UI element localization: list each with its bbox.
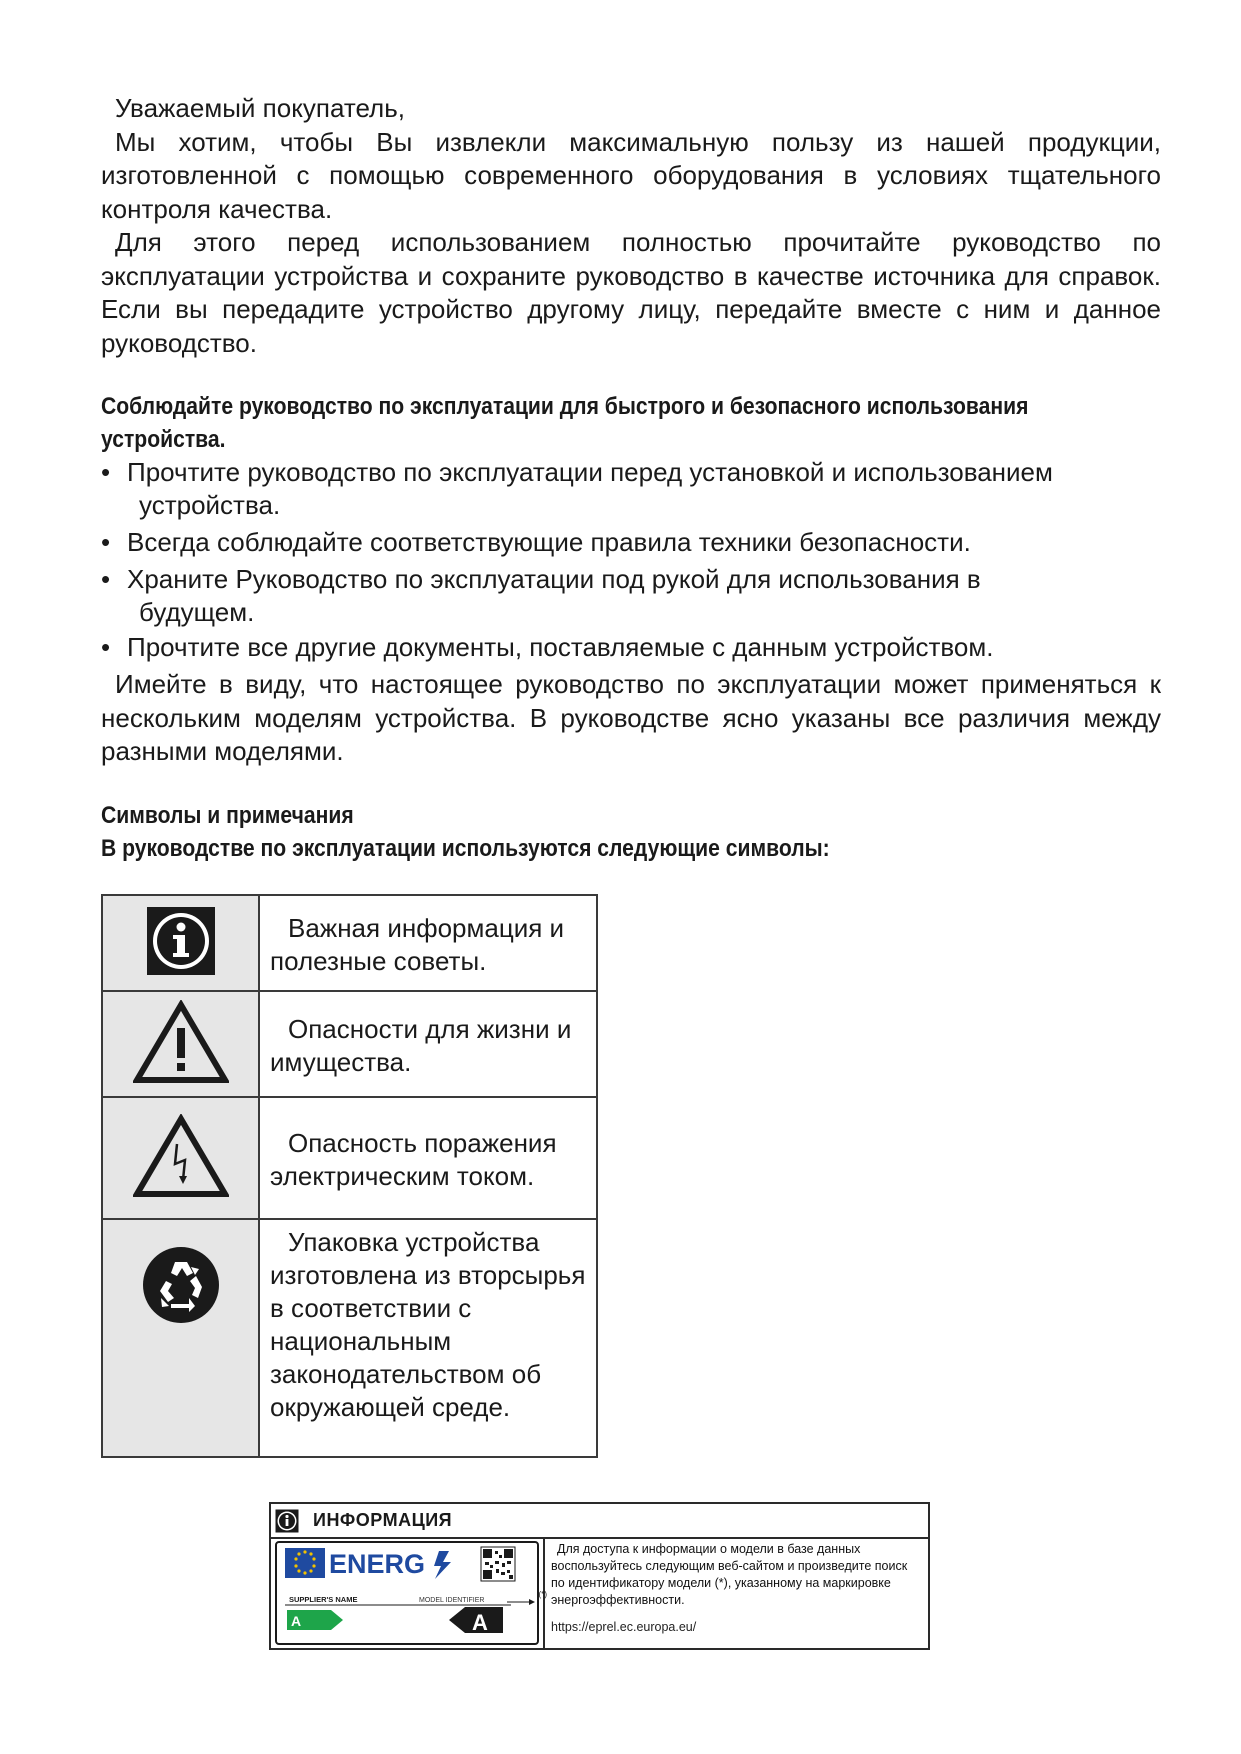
symbol-text-cell	[259, 1097, 597, 1219]
bullet-dot: •	[101, 564, 111, 594]
qr-code-icon	[481, 1547, 515, 1581]
symbol-icon-cell	[102, 991, 259, 1097]
bullet-item	[101, 563, 1161, 629]
symbol-icon-cell	[102, 895, 259, 991]
symbol-text-first: Важная информация и	[288, 913, 565, 943]
symbols-table	[101, 894, 598, 1458]
symbol-text-cell	[259, 991, 597, 1097]
info-box-header	[271, 1504, 928, 1539]
symbol-icon-cell	[102, 1097, 259, 1219]
info-icon	[146, 906, 216, 976]
symbol-text-cell	[259, 1219, 597, 1457]
symbol-text-cell	[259, 895, 597, 991]
symbol-row	[102, 991, 597, 1097]
symbol-text-rest: электрическим током.	[270, 1161, 535, 1191]
eprel-link[interactable]: https://eprel.ec.europa.eu/	[551, 1620, 697, 1634]
bullet-dot: •	[101, 457, 111, 487]
symbol-text-rest: имущества.	[270, 1047, 412, 1077]
symbols-heading: Символы и примечания	[101, 801, 354, 829]
symbol-text-rest: изготовлена из вторсырья в соответствии с национальным законодательством об окружающей среде.	[270, 1260, 586, 1422]
intro-paragraph-1: Мы хотим, чтобы Вы извлекли максимальную пользу из нашей продукции, изготовленной с помощью современного оборудования в условиях тщательного контроля качества.	[101, 126, 1161, 224]
symbol-text-first: Опасность поражения	[288, 1128, 557, 1158]
bullet-text-cont: будущем.	[139, 597, 255, 627]
energy-label-brand: ENERG	[329, 1549, 426, 1579]
document-page	[101, 92, 1161, 865]
safety-bullet-list	[101, 456, 1161, 664]
symbols-subheading: В руководстве по эксплуатации используются следующие символы:	[101, 834, 830, 862]
intro-paragraph-2: Для этого перед использованием полностью прочитайте руководство по эксплуатации устройства и сохраните руководство в качестве источника для справок. Если вы передадите устройство другому лицу, передайте вместе с ним и данное руководство.	[101, 227, 1161, 358]
bullet-text: Прочтите все другие документы, поставляемые с данным устройством.	[127, 632, 994, 662]
bullet-text: Прочтите руководство по эксплуатации перед установкой и использованием	[127, 457, 1053, 487]
info-box-text	[545, 1539, 928, 1650]
symbol-row	[102, 1097, 597, 1219]
energy-label-class-left: A	[291, 1613, 302, 1629]
bullet-text: Храните Руководство по эксплуатации под рукой для использования в	[127, 564, 981, 594]
symbol-row	[102, 1219, 597, 1457]
symbol-text-rest: полезные советы.	[270, 946, 487, 976]
energy-label-model: MODEL IDENTIFIER	[419, 1597, 485, 1604]
symbol-text-first: Опасности для жизни и	[288, 1014, 572, 1044]
greeting: Уважаемый покупатель,	[115, 93, 405, 123]
info-box-title: ИНФОРМАЦИЯ	[313, 1510, 453, 1530]
info-icon	[275, 1509, 299, 1533]
bullet-text: Всегда соблюдайте соответствующие правила техники безопасности.	[127, 527, 971, 557]
energy-label-graphic	[271, 1539, 541, 1647]
models-note: Имейте в виду, что настоящее руководство по эксплуатации может применяться к нескольким моделям устройства. В руководстве ясно указаны все различия между разными моделями.	[101, 669, 1161, 766]
energy-label-class-right: A	[472, 1610, 488, 1635]
energy-label-sample	[271, 1539, 545, 1650]
info-box-description: Для доступа к информации о модели в базе данных воспользуйтесь следующим веб-сайтом и произведите поиск по идентификатору модели (*), указанному на маркировке энергоэффективности.	[551, 1542, 908, 1607]
recycle-icon	[142, 1246, 220, 1324]
bullet-item	[101, 456, 1161, 522]
electric-shock-icon	[133, 1114, 229, 1198]
warning-icon	[133, 1000, 229, 1084]
info-box-body	[271, 1539, 928, 1650]
symbol-row	[102, 895, 597, 991]
bullet-dot: •	[101, 632, 111, 662]
bullet-item	[101, 526, 1161, 559]
symbol-text-first: Упаковка устройства	[288, 1227, 540, 1257]
symbol-icon-cell	[102, 1219, 259, 1457]
energy-info-box	[269, 1502, 930, 1650]
bullet-text-cont: устройства.	[139, 490, 281, 520]
energy-label-supplier: SUPPLIER'S NAME	[289, 1595, 358, 1604]
model-asterisk-note: (*)	[538, 1590, 547, 1599]
safety-heading: Соблюдайте руководство по эксплуатации для быстрого и безопасного использования устройства.	[101, 393, 1029, 453]
bullet-item	[101, 631, 1161, 664]
bullet-dot: •	[101, 527, 111, 557]
